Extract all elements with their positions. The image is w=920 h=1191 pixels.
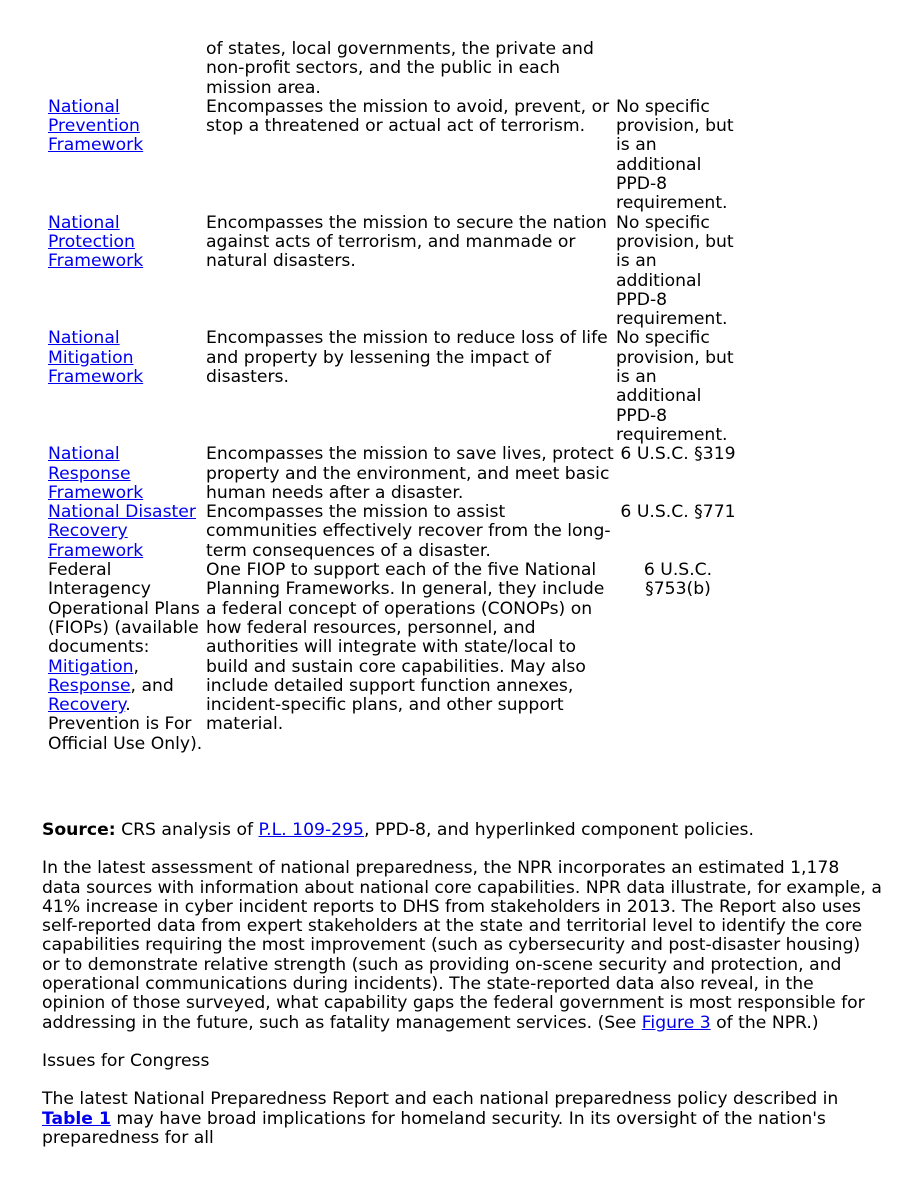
response-framework-link[interactable]: National Response Framework [48,444,144,503]
row-authority: 6 U.S.C. §319 [620,444,736,465]
issues-paragraph: The latest National Preparedness Report and each national preparedness policy described in Table 1 may have broad implications for homeland security. In its oversight of the nation's preparedness for all [42,1089,839,1148]
fiop-response-link[interactable]: Response [48,675,131,696]
row-authority: No specific provision, but is an additional PPD-8 requirement. [616,212,734,330]
table-row [48,445,740,503]
fiop-recovery-link[interactable]: Recovery [48,695,126,716]
fiop-name-cell: Federal Interagency Operational Plans (FIOPs) (available documents: Mitigation, Response, and Recovery. Prevention is For Official Use Only). [48,560,203,754]
table-row [48,214,740,330]
table-row [48,503,740,561]
row-description: of states, local governments, the private and non-profit sectors, and the public in each mission area. [206,39,594,98]
npr-paragraph: In the latest assessment of national preparedness, the NPR incorporates an estimated 1,178 data sources with information about national core capabilities. NPR data illustrate, for example, a 41% increase in cyber incident reports to DHS from stakeholders in 2013. The Report also uses self-reported data from expert stakeholders at the state and territorial level to identify the core capabilities requiring the most improvement (such as cybersecurity and post-disaster housing) or to demonstrate relative strength (such as providing on-scene security and protection, and operational communications during incidents). The state-reported data also reveal, in the opinion of those surveyed, what capability gaps the federal government is most responsible for addressing in the future, such as fatality management services. (See Figure 3 of the NPR.) [42,858,882,1033]
mitigation-framework-link[interactable]: National Mitigation Framework [48,328,144,388]
figure-3-link[interactable]: Figure 3 [641,1012,711,1033]
table-1-link[interactable]: Table 1 [42,1108,111,1129]
body-text [42,821,882,1167]
row-authority: 6 U.S.C. §771 [620,502,736,523]
row-authority: No specific provision, but is an additional PPD-8 requirement. [616,328,734,445]
table-row [48,40,740,98]
source-note: Source: CRS analysis of P.L. 109-295, PPD-8, and hyperlinked component policies. [42,820,754,840]
fiop-mitigation-link[interactable]: Mitigation [48,656,134,677]
section-heading: Issues for Congress [42,1050,210,1071]
row-description: Encompasses the mission to save lives, protect property and the environment, and meet basic human needs after a disaster. [206,444,614,503]
row-description: One FIOP to support each of the five National Planning Frameworks. In general, they include a federal concept of operations (CONOPs) on how federal resources, personnel, and authorities will integrate with state/local to build and sustain core capabilities. May also include detailed support function annexes, incident-specific plans, and other support material. [206,560,605,735]
policy-table [48,40,740,754]
table-row [48,561,740,754]
pl-109-295-link[interactable]: P.L. 109-295 [258,820,364,840]
row-description: Encompasses the mission to avoid, prevent, or stop a threatened or actual act of terrorism. [206,96,610,137]
row-description: Encompasses the mission to reduce loss of life and property by lessening the impact of disasters. [206,328,608,388]
recovery-framework-link[interactable]: National Disaster Recovery Framework [48,502,196,561]
protection-framework-link[interactable]: National Protection Framework [48,212,144,272]
row-authority: 6 U.S.C. §753(b) [643,560,713,600]
row-description: Encompasses the mission to secure the nation against acts of terrorism, and manmade or natural disasters. [206,212,607,272]
row-authority: No specific provision, but is an additional PPD-8 requirement. [616,96,734,214]
row-description: Encompasses the mission to assist communities effectively recover from the long-term consequences of a disaster. [206,502,611,561]
table-row [48,329,740,445]
prevention-framework-link[interactable]: National Prevention Framework [48,96,144,156]
table-row [48,98,740,214]
